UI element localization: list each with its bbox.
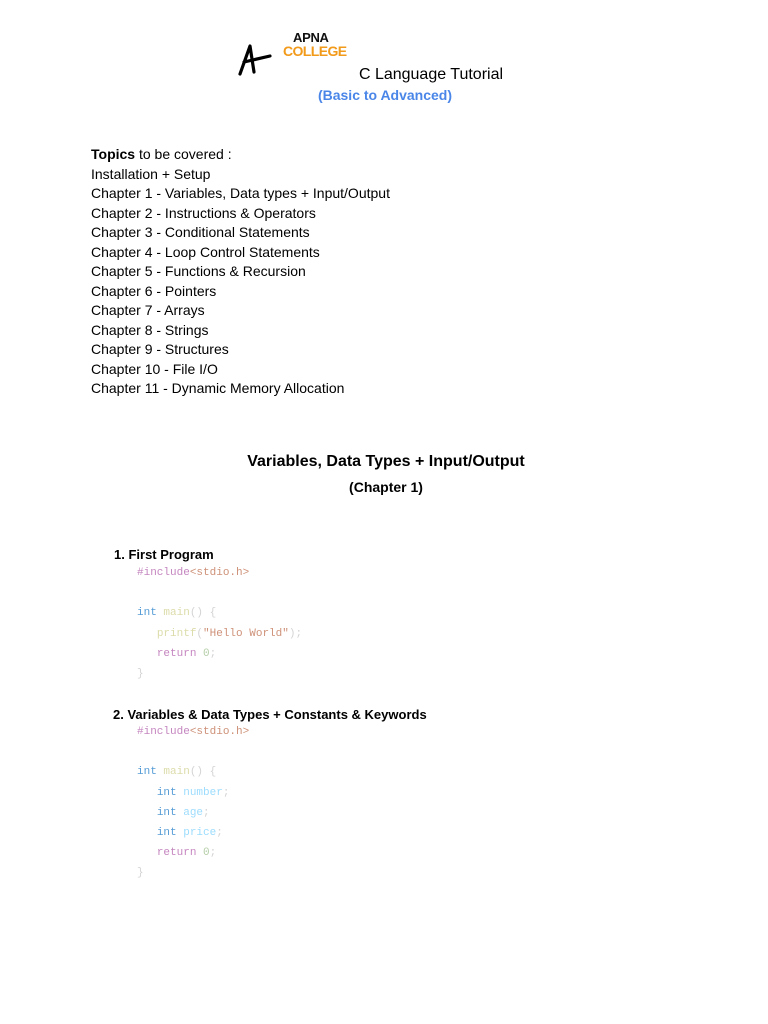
code-line — [137, 787, 229, 799]
code-token: ; — [209, 647, 217, 660]
topics-lead-bold: Topics — [91, 146, 136, 162]
topic-item: Chapter 7 - Arrays — [91, 302, 205, 318]
topic-item: Chapter 11 - Dynamic Memory Allocation — [91, 380, 345, 396]
chapter-title: Variables, Data Types + Input/Output — [247, 453, 525, 470]
code-line — [137, 607, 216, 619]
code-token: () { — [189, 607, 217, 620]
topic-item: Installation + Setup — [91, 165, 211, 182]
logo-college-text: COLLEGE — [283, 43, 347, 59]
section-heading-variables: 2. Variables & Data Types + Constants & Keywords — [113, 707, 427, 722]
topic-item: Chapter 2 - Instructions & Operators — [91, 204, 316, 221]
code-line — [137, 567, 249, 579]
code-line-blank — [137, 587, 144, 599]
code-token: int — [137, 607, 157, 620]
code-block-first-program — [137, 563, 302, 684]
topic-item: Chapter 9 - Structures — [91, 341, 229, 357]
code-token: ; — [209, 847, 217, 860]
topic-item: Chapter 10 - File I/O — [91, 360, 218, 377]
code-token: int — [156, 827, 177, 840]
code-token: return — [156, 647, 197, 660]
topic-item: Chapter 1 - Variables, Data types + Input/Output — [91, 185, 390, 201]
code-line-blank — [137, 746, 144, 758]
code-line — [137, 628, 302, 640]
code-line — [137, 847, 216, 859]
logo-apna-text: APNA — [293, 30, 329, 45]
page-subtitle: (Basic to Advanced) — [317, 87, 453, 103]
code-line — [137, 648, 216, 660]
code-line — [137, 827, 223, 839]
code-line — [137, 726, 249, 738]
code-token: <stdio.h> — [189, 726, 250, 738]
code-line — [137, 766, 216, 778]
topic-item: Chapter 6 - Pointers — [91, 282, 217, 299]
code-token: main — [163, 766, 190, 779]
code-token: price — [183, 827, 217, 840]
code-token: } — [137, 668, 144, 681]
code-token: ; — [203, 806, 210, 819]
code-token: 0 — [203, 847, 210, 860]
code-token: int — [137, 766, 157, 779]
chapter-subtitle: (Chapter 1) — [349, 479, 423, 495]
code-token: main — [163, 607, 190, 620]
page-title: C Language Tutorial — [358, 66, 504, 83]
code-token: } — [137, 867, 144, 880]
code-token: 0 — [203, 647, 210, 660]
code-token: number — [183, 786, 223, 799]
code-token: int — [156, 786, 177, 799]
topics-list — [91, 145, 390, 399]
code-token: <stdio.h> — [189, 567, 250, 579]
code-token: ); — [288, 627, 303, 640]
code-token: age — [183, 806, 204, 819]
topic-item: Chapter 4 - Loop Control Statements — [91, 243, 320, 260]
code-token: ( — [196, 627, 204, 640]
code-token: return — [156, 847, 197, 860]
code-token: int — [156, 806, 177, 819]
code-token: printf — [156, 627, 197, 640]
code-token: "Hello World" — [203, 627, 289, 640]
code-token: ; — [216, 827, 223, 840]
code-token: #include — [137, 726, 190, 738]
topics-lead — [91, 145, 390, 165]
section-heading-first-program: 1. First Program — [114, 547, 214, 562]
code-block-variables — [137, 722, 249, 884]
topics-lead-rest: to be covered : — [135, 146, 232, 162]
code-token: () { — [189, 766, 217, 779]
topic-item: Chapter 5 - Functions & Recursion — [91, 263, 306, 279]
code-token: ; — [222, 786, 230, 799]
topic-item: Chapter 3 - Conditional Statements — [91, 224, 310, 240]
topic-item: Chapter 8 - Strings — [91, 321, 209, 338]
code-line — [137, 807, 210, 819]
code-token: #include — [137, 567, 190, 579]
